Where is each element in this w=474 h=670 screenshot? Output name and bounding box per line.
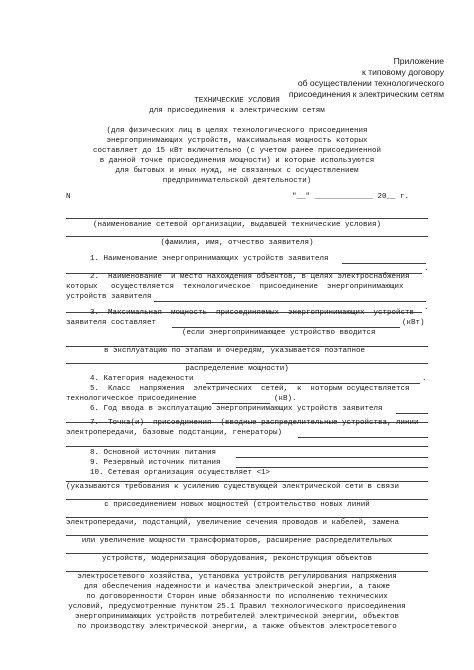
item-10-label: 10. Сетевая организация осуществляет <1> [90,469,271,477]
scope-line-3: составляет до 15 кВт включительно (с учетом ранее присоединенной [92,147,382,155]
annex-line-3: об осуществлении технологического [297,78,444,88]
org-name-field[interactable] [66,218,428,219]
item-3-line-2: заявителя составляет [66,319,157,327]
applicant-name-caption: (фамилия, имя, отчество заявителя) [160,239,314,247]
scope-line-2: энергопринимающих устройств, максимальная мощность которых [106,137,368,145]
item-7-field-a[interactable] [298,437,428,438]
item-3-line-4: в эксплуатацию по этапам и очередям, указывается поэтапное [104,347,366,355]
item-3-unit: (кВт) [402,319,425,327]
scope-line-4: в данной точке присоединения мощности) и которые используются [99,157,375,165]
requirements-line-8: по договоренности Сторон иные обязанности по исполнению технических [86,593,388,601]
requirements-line-3: электропередачи, подстанций, увеличение сечения проводов и кабелей, замена [66,519,400,527]
requirements-line-6: электросетевого хозяйства, установка устройств регулирования напряжения [77,573,397,581]
item-6-field[interactable] [396,413,428,414]
document-subtitle: для присоединения к электрическим сетям [149,107,325,115]
item-7-line-1: 7. Точка(и) присоединения (вводные распределительные устройства, линии [90,419,419,427]
item-3-line-1: 3. Максимальная мощность присоединяемых энергопринимающих устройств [90,309,415,317]
item-1-end: . [424,265,429,273]
scope-line-5: для бытовых и иных нужд, не связанных с осуществлением [115,167,359,175]
annex-line-4: присоединения к электрическим сетям [288,89,444,99]
item-8-field[interactable] [236,457,428,458]
item-1-field-a[interactable] [342,263,426,264]
requirements-line-5: устройств, модернизация оборудования, реконструкция объектов [101,555,373,563]
requirements-line-2: с присоединением новых мощностей (строительство новых линий [104,501,370,509]
item-1-label: 1. Наименование энергопринимающих устройств заявителя [90,255,329,263]
item-5-unit: (кВ). [274,395,297,403]
requirements-line-10: энергопринимающих устройств потребителей электрической энергии, объектов [74,613,400,621]
item-4-label: 4. Категория надежности [90,375,194,383]
item-3-line-3: (если энергопринимающее устройство вводится [182,329,376,337]
item-4-end: . [422,375,427,383]
applicant-name-field[interactable] [66,236,428,237]
item-5-line-1: 5. Класс напряжения электрических сетей, к которым осуществляется [90,385,410,393]
document-number-label: N [66,193,71,201]
org-name-caption: (наименование сетевой организации, выдавшей технические условия) [92,221,382,229]
document-date: "__" _____________ 20__ г. [292,193,410,201]
scope-line-1: (для физических лиц в целях технологического присоединения [106,127,368,135]
item-7-line-2: электропередачи, базовые подстанции, генераторы) [66,429,283,437]
requirements-line-11: по производству электрической энергии, а также объектов электросетевого [77,623,397,631]
item-9-label: 9. Резервный источник питания [90,459,221,467]
annex-line-1: Приложение [393,56,444,66]
item-2-line-1: 2. Наименование и место нахождения объектов, в целях электроснабжения [90,273,410,281]
requirements-line-7: для обеспечения надежности и качества электрической энергии, а также [83,583,391,591]
item-2-field-a[interactable] [154,301,426,302]
item-6-label: 6. Год ввода в эксплуатацию энергопринимающих устройств заявителя [90,405,383,413]
document-title: ТЕХНИЧЕСКИЕ УСЛОВИЯ [194,97,280,105]
item-2-line-3: устройств заявителя [66,293,152,301]
item-2-line-2: которых осуществляется технологическое присоединение энергопринимающих [66,283,404,291]
requirements-line-1: (указываются требования к усилению существующей электрической сети в связи [66,483,400,491]
requirements-line-9: условий, предусмотренные пунктом 25.1 Правил технологического присоединения [68,603,406,611]
item-3-line-5: распределение мощности) [185,365,289,373]
annex-header [289,56,444,100]
annex-line-2: к типовому договору [361,67,444,77]
item-8-label: 8. Основной источник питания [90,449,217,457]
scope-line-6: предпринимательской деятельности) [162,177,312,185]
requirements-line-4: или увеличение мощности трансформаторов, расширение распределительных [81,537,393,545]
item-2-end: . [424,304,429,312]
item-5-line-2: технологическое присоединение [66,395,197,403]
item-7-field-b[interactable] [66,446,428,447]
